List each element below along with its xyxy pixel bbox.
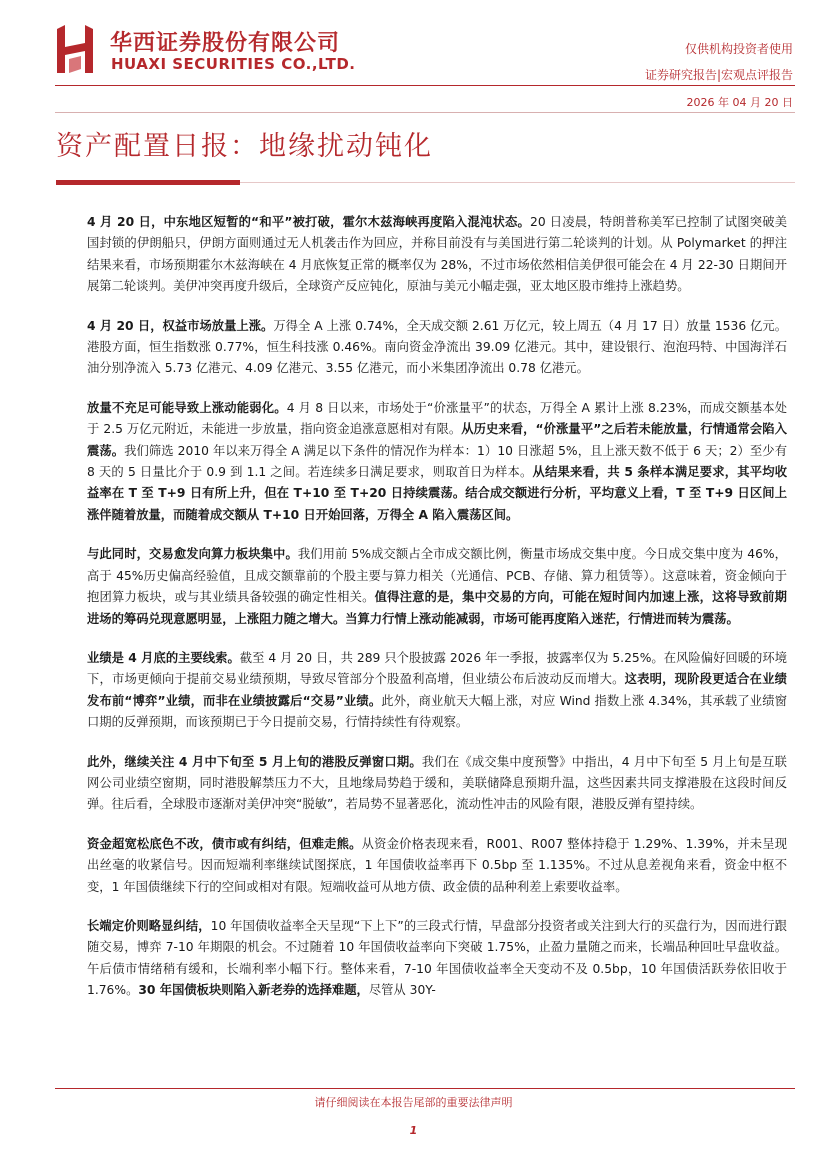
report-type: 证券研究报告|宏观点评报告 [644, 68, 793, 82]
report-title: 资产配置日报：地缘扰动钝化 [56, 131, 433, 162]
investor-notice: 仅供机构投资者使用 [684, 42, 793, 56]
body-paragraph [87, 648, 787, 734]
company-name-cn: 华西证券股份有限公司 [110, 30, 341, 56]
body-text: 10 年国债收益率全天呈现“下上下”的三段式行情，早盘部分投资者或关注到大行的买盘行为，因而进行跟随交易，博弈 7-10 年期限的机会。不过随着 10 年国债收益率向下突破 1.75%，止盈力量随之而来，长端品种回吐早盘收益。午后债市情绪稍有缓和，长端利率小幅下行。整体来看，7-10 年国债收益率全天变动不及 0.5bp，10 年国债活跃券依旧收于 1.76%。 [87, 918, 787, 998]
body-text: 此外，商业航天大幅上涨，对应 Wind 指数上涨 4.34%，其承载了业绩窗口期的反弹预期，而该预期已于今日提前交易，行情持续性有待观察。 [87, 693, 787, 730]
bold-text: 资金超宽松底色不改，债市或有纠结，但难走熊。 [87, 836, 362, 851]
body-text: 我们筛选 2010 年以来万得全 A 满足以下条件的情况作为样本：1）10 日涨超 5%，且上涨天数不低于 6 天；2）至少有 8 天的 5 日量比介于 0.9 到 1.1 之间。若连续多日满足要求，则取首日为样本。 [87, 443, 787, 480]
bold-text: 4 月 20 日，权益市场放量上涨。 [87, 318, 274, 333]
body-paragraph [87, 398, 787, 526]
bold-text: 30 年国债板块则陷入新老券的选择难题， [138, 983, 369, 998]
body-paragraph [87, 544, 787, 630]
company-name-en: HUAXI SECURITIES CO.,LTD. [111, 55, 356, 73]
page-number: 1 [409, 1124, 418, 1137]
bold-text: 此外，继续关注 4 月中下旬至 5 月上旬的港股反弹窗口期。 [87, 754, 422, 769]
body-paragraph [87, 212, 787, 298]
bold-text: 从历史来看，“价涨量平”之后若未能放量，行情通常会陷入震荡。 [87, 422, 787, 458]
body-text: 从资金价格表现来看，R001、R007 整体持稳于 1.29%、1.39%，并未呈现出丝毫的收紧信号。因而短端利率继续试图探底，1 年国债收益率再下 0.5bp 至 1.135%。不过从息差视角来看，资金中枢不变，1 年国债继续下行的空间或相对有限。短端收益可从地方债、政金债的品种利差上索要收益率。 [87, 836, 787, 894]
report-date: 2026 年 04 月 20 日 [686, 96, 793, 109]
bold-text: 与此同时，交易愈发向算力板块集中。 [87, 547, 298, 562]
body-text: 截至 4 月 20 日，共 289 只个股披露 2026 年一季报，披露率仅为 5.25%。在风险偏好回暖的环境下，市场更倾向于提前交易业绩预期，导致尽管部分个股盈利高增，但业绩公布后波动反而增大。 [87, 650, 787, 687]
body-text: 尽管从 30Y- [368, 983, 436, 998]
bold-text: 从结果来看，共 5 条样本满足要求，其平均收益率在 T 至 T+9 日有所上升，但在 T+10 至 T+20 日持续震荡。结合成交额进行分析，平均意义上看，T 至 T+9 日区间上涨伴随着放量，而随着成交额从 T+10 日开始回落，万得全 A 陷入震荡区间。 [87, 465, 787, 522]
date-divider [55, 112, 795, 113]
body-paragraph [87, 916, 787, 1002]
title-underline [240, 182, 795, 183]
body-paragraph [87, 834, 787, 898]
bold-text: 值得注意的是，集中交易的方向，可能在短时间内加速上涨，这将导致前期进场的筹码兑现意愿明显，上涨阻力随之增大。当算力行情上涨动能减弱，市场可能再度陷入迷茫，行情进而转为震荡。 [87, 590, 787, 626]
body-text: 4 月 8 日以来，市场处于“价涨量平”的状态，万得全 A 累计上涨 8.23%，而成交额基本处于 2.5 万亿元附近，未能进一步放量，指向资金追涨意愿相对有限。 [87, 400, 787, 437]
body-paragraph [87, 316, 787, 380]
body-text: 我们在《成交集中度预警》中指出，4 月中下旬至 5 月上旬是互联网公司业绩空窗期，同时港股解禁压力不大，且地缘局势趋于缓和，美联储降息预期升温，这些因素共同支撑港股在这段时间反弹。往后看，全球股市逐渐对美伊冲突“脱敏”，若局势不显著恶化，流动性冲击的风险有限，港股反弹有望持续。 [87, 754, 787, 812]
huaxi-logo-icon [55, 25, 95, 73]
legal-disclaimer-link[interactable]: 请仔细阅读在本报告尾部的重要法律声明 [314, 1096, 513, 1109]
body-text: 20 日凌晨，特朗普称美军已控制了试图突破美国封锁的伊朗船只，伊朗方面则通过无人机袭击作为回应，并称目前没有与美国进行第二轮谈判的计划。从 Polymarket 的押注结果来看，市场预期霍尔木兹海峡在 4 月底恢复正常的概率仅为 28%，不过市场依然相信美伊很可能会在 4 月 22-30 日期间开展第二轮谈判。美伊冲突再度升级后，全球资产反应钝化，原油与美元小幅走强，亚太地区股市维持上涨趋势。 [87, 215, 787, 294]
bold-text: 业绩是 4 月底的主要线索。 [87, 650, 240, 665]
body-text: 万得全 A 上涨 0.74%，全天成交额 2.61 万亿元，较上周五（4 月 17 日）放量 1536 亿元。港股方面，恒生指数涨 0.77%，恒生科技涨 0.46%。南向资金净流出 39.09 亿港元。其中，建设银行、泡泡玛特、中国海洋石油分别净流入 5.73 亿港元、4.09 亿港元、3.55 亿港元，而小米集团净流出 0.78 亿港元。 [87, 318, 787, 376]
bold-text: 长端定价则略显纠结， [87, 918, 211, 933]
title-accent-bar [56, 180, 240, 185]
bold-text: 放量不充足可能导致上涨动能弱化。 [87, 400, 287, 415]
body-text: 我们用前 5%成交额占全市成交额比例，衡量市场成交集中度。今日成交集中度为 46%，高于 45%历史偏高经验值，且成交额靠前的个股主要与算力相关（光通信、PCB、存储、算力租赁等）。这意味着，资金倾向于抱团算力板块，或与其业绩具备较强的确定性相关。 [87, 547, 787, 605]
footer-divider [55, 1088, 795, 1089]
report-header [0, 0, 827, 110]
bold-text: 4 月 20 日，中东地区短暂的“和平”被打破，霍尔木兹海峡再度陷入混沌状态。 [87, 215, 531, 229]
report-body [87, 212, 787, 1020]
header-divider [55, 85, 795, 86]
bold-text: 这表明，现阶段更适合在业绩发布前“博弈”业绩，而非在业绩披露后“交易”业绩。 [87, 672, 787, 708]
body-paragraph [87, 752, 787, 816]
